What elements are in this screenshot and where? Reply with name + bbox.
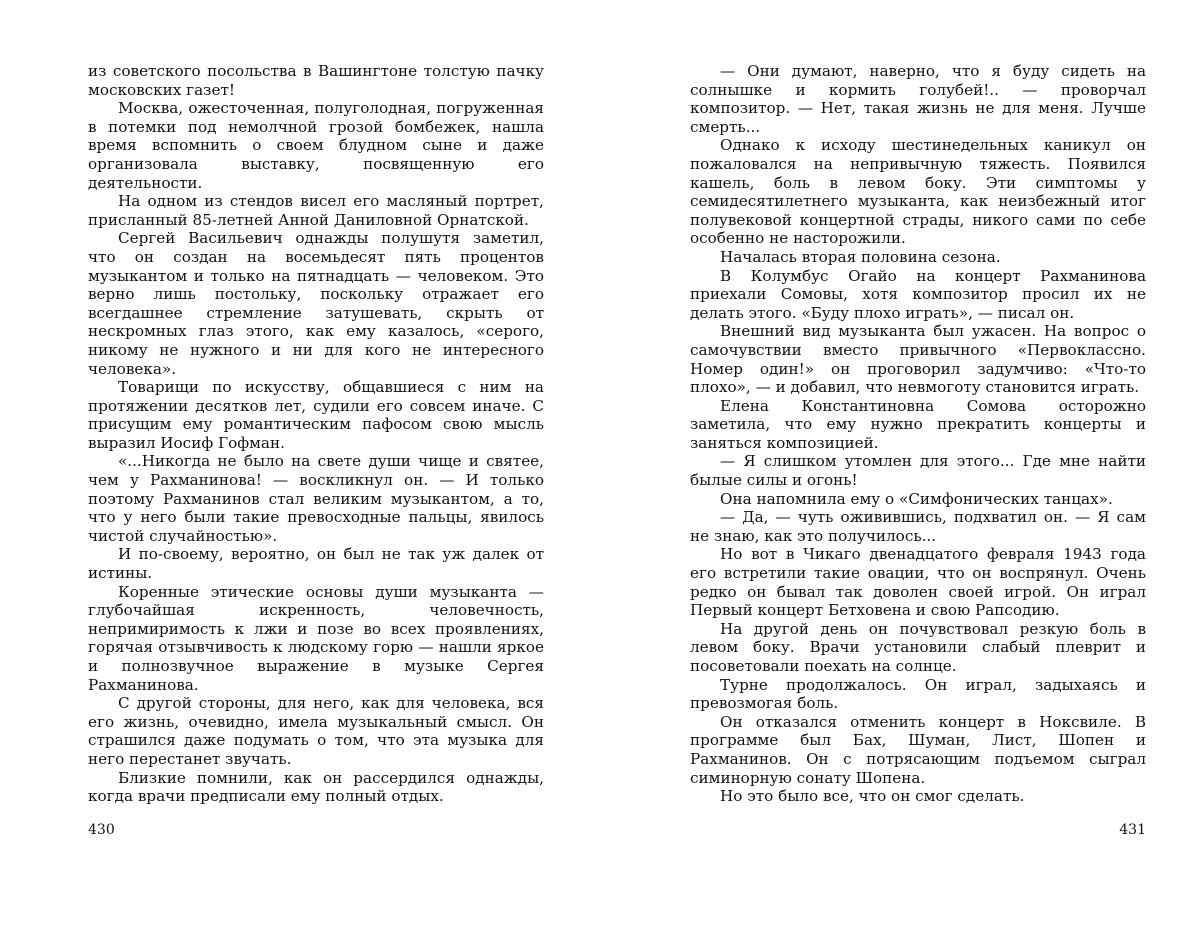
paragraph: Но вот в Чикаго двенадцатого февраля 1943 года его встретили такие овации, что он воспрянул. Очень редко он бывал так доволен своей игрой. Он играл Первый концерт Бетховена и свою Рапсодию. [690,545,1146,620]
paragraph: С другой стороны, для него, как для человека, вся его жизнь, очевидно, имела музыкальный смысл. Он страшился даже подумать о том, что эта музыка для него перестанет звучать. [88,694,544,768]
paragraph: Сергей Васильевич однажды полушутя заметил, что он создан на восемьдесят пять процентов музыкантом и только на пятнадцать — человеком. Это верно лишь постольку, поскольку отражает его всегдашнее стремление затушевать, скрыть от нескромных глаз этого, как ему казалось, «серого, никому не нужного и ни для кого не интересного человека». [88,229,544,378]
paragraph: Елена Константиновна Сомова осторожно заметила, что ему нужно прекратить концерты и заняться композицией. [690,396,1146,452]
paragraph: Товарищи по искусству, общавшиеся с ним на протяжении десятков лет, судили его совсем иначе. С присущим ему романтическим пафосом свою мысль выразил Иосиф Гофман. [88,378,544,452]
paragraph: Началась вторая половина сезона. [720,247,1001,266]
paragraph: — Они думают, наверно, что я буду сидеть на солнышке и кормить голубей!.. — проворчал композитор. — Нет, такая жизнь не для меня. Лучше смерть... [690,62,1146,136]
page-number: 430 [88,822,115,838]
paragraph: Внешний вид музыканта был ужасен. На вопрос о самочувствии вместо привычного «Первоклассно. Номер один!» он проговорил задумчиво: «Что-то плохо», — и добавил, что невмоготу становится играть. [690,322,1146,397]
paragraph: — Я слишком утомлен для этого... Где мне найти былые силы и огонь! [690,452,1146,490]
page-number: 431 [1119,822,1146,838]
paragraph: Он отказался отменить концерт в Ноксвиле. В программе был Бах, Шуман, Лист, Шопен и Рахманинов. Он с потрясающим подъемом сыграл симинорную сонату Шопена. [690,712,1146,787]
paragraph: Однако к исходу шестинедельных каникул он пожаловался на непривычную тяжесть. Появился кашель, боль в левом боку. Эти симптомы у семидесятилетнего музыканта, как неизбежный итог полувековой концертной страды, никого сами по себе особенно не насторожили. [690,136,1146,248]
right-page-text [690,62,1146,806]
paragraph: На другой день он почувствовал резкую боль в левом боку. Врачи установили слабый плеврит и посоветовали поехать на солнце. [690,619,1146,675]
paragraph: Коренные этические основы души музыканта — глубочайшая искренность, человечность, непримиримость к лжи и позе во всех проявлениях, горячая отзывчивость к людскому горю — нашли яркое и полнозвучное выражение в музыке Сергея Рахманинова. [88,582,544,694]
paragraph: Она напомнила ему о «Симфонических танцах». [720,489,1113,508]
paragraph: И по-своему, вероятно, он был не так уж далек от истины. [88,545,544,583]
paragraph: В Колумбус Огайо на концерт Рахманинова приехали Сомовы, хотя композитор просил их не делать этого. «Буду плохо играть», — писал он. [690,266,1146,322]
paragraph: Турне продолжалось. Он играл, задыхаясь и превозмогая боль. [690,675,1146,713]
paragraph: Москва, ожесточенная, полуголодная, погруженная в потемки под немолчной грозой бомбежек, нашла время вспомнить о своем блудном сыне и даже организовала выставку, посвященную его деятельности. [88,99,544,192]
left-page-text [88,62,544,806]
paragraph: — Да, — чуть оживившись, подхватил он. — Я сам не знаю, как это получилось... [690,508,1146,545]
paragraph: На одном из стендов висел его масляный портрет, присланный 85-летней Анной Даниловной Орнатской. [88,192,544,229]
paragraph: «...Никогда не было на свете души чище и святее, чем у Рахманинова! — воскликнул он. — И только поэтому Рахманинов стал великим музыкантом, а то, что у него были такие превосходные пальцы, явилось чистой случайностью». [88,452,544,545]
paragraph: Но это было все, что он смог сделать. [720,787,1025,806]
paragraph: Близкие помнили, как он рассердился однажды, когда врачи предписали ему полный отдых. [88,768,544,806]
paragraph: из советского посольства в Вашингтоне толстую пачку московских газет! [88,62,544,99]
